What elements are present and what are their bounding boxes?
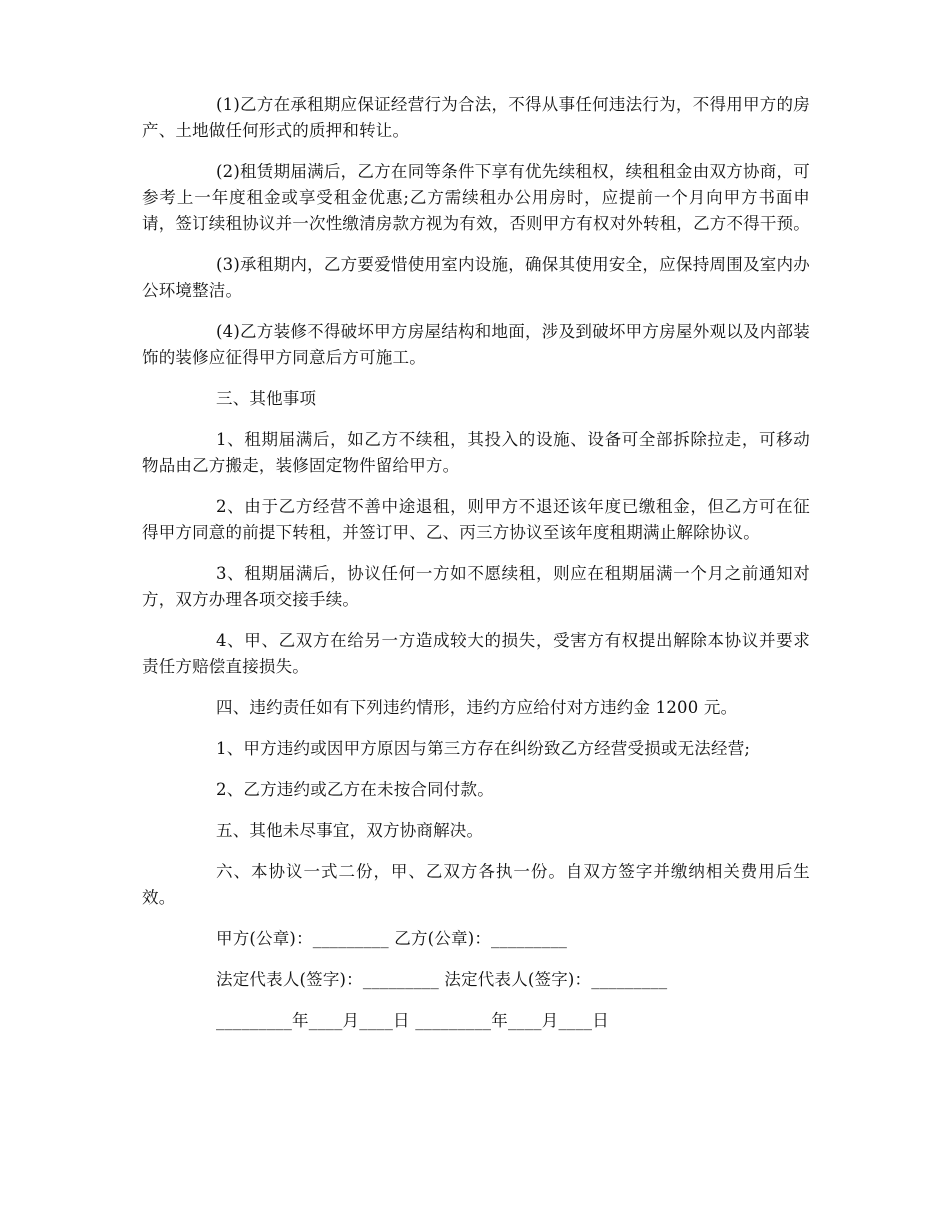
- contract-page: [142, 92, 810, 1049]
- clause-1: (1)乙方在承租期应保证经营行为合法，不得从事任何违法行为，不得用甲方的房产、土地做任何形式的质押和转让。: [142, 95, 810, 140]
- section-heading-breach: 四、违约责任如有下列违约情形，违约方应给付对方违约金 1200 元。: [216, 698, 738, 717]
- representative-signature-line: 法定代表人(签字)：_________ 法定代表人(签字)：_________: [216, 970, 668, 989]
- clause-2: (2)租赁期届满后，乙方在同等条件下享有优先续租权，续租租金由双方协商，可参考上一年度租金或享受租金优惠;乙方需续租办公用房时，应提前一个月向甲方书面申请，签订续租协议并一次性缴清房款方视为有效，否则甲方有权对外转租，乙方不得干预。: [142, 162, 810, 233]
- breach-item-1: 1、甲方违约或因甲方原因与第三方存在纠纷致乙方经营受损或无法经营;: [216, 739, 751, 758]
- other-matter-3: 3、租期届满后，协议任何一方如不愿续租，则应在租期届满一个月之前通知对方，双方办理各项交接手续。: [142, 564, 810, 609]
- date-line: _________年____月____日 _________年____月____日: [216, 1011, 609, 1030]
- clause-4: (4)乙方装修不得破坏甲方房屋结构和地面，涉及到破坏甲方房屋外观以及内部装饰的装修应征得甲方同意后方可施工。: [142, 322, 810, 367]
- section-copies-effective: 六、本协议一式二份，甲、乙双方各执一份。自双方签字并缴纳相关费用后生效。: [142, 862, 810, 907]
- other-matter-4: 4、甲、乙双方在给另一方造成较大的损失，受害方有权提出解除本协议并要求责任方赔偿直接损失。: [142, 631, 810, 676]
- other-matter-2: 2、由于乙方经营不善中途退租，则甲方不退还该年度已缴租金，但乙方可在征得甲方同意的前提下转租，并签订甲、乙、丙三方协议至该年度租期满止解除协议。: [142, 497, 810, 542]
- section-other-unresolved: 五、其他未尽事宜，双方协商解决。: [216, 821, 484, 840]
- clause-3: (3)承租期内，乙方要爱惜使用室内设施，确保其使用安全，应保持周围及室内办公环境整洁。: [142, 255, 810, 300]
- seal-line: 甲方(公章)：_________ 乙方(公章)：_________: [216, 929, 568, 948]
- section-heading-other-matters: 三、其他事项: [216, 389, 317, 408]
- breach-item-2: 2、乙方违约或乙方在未按合同付款。: [216, 780, 494, 799]
- other-matter-1: 1、租期届满后，如乙方不续租，其投入的设施、设备可全部拆除拉走，可移动物品由乙方搬走，装修固定物件留给甲方。: [142, 430, 810, 475]
